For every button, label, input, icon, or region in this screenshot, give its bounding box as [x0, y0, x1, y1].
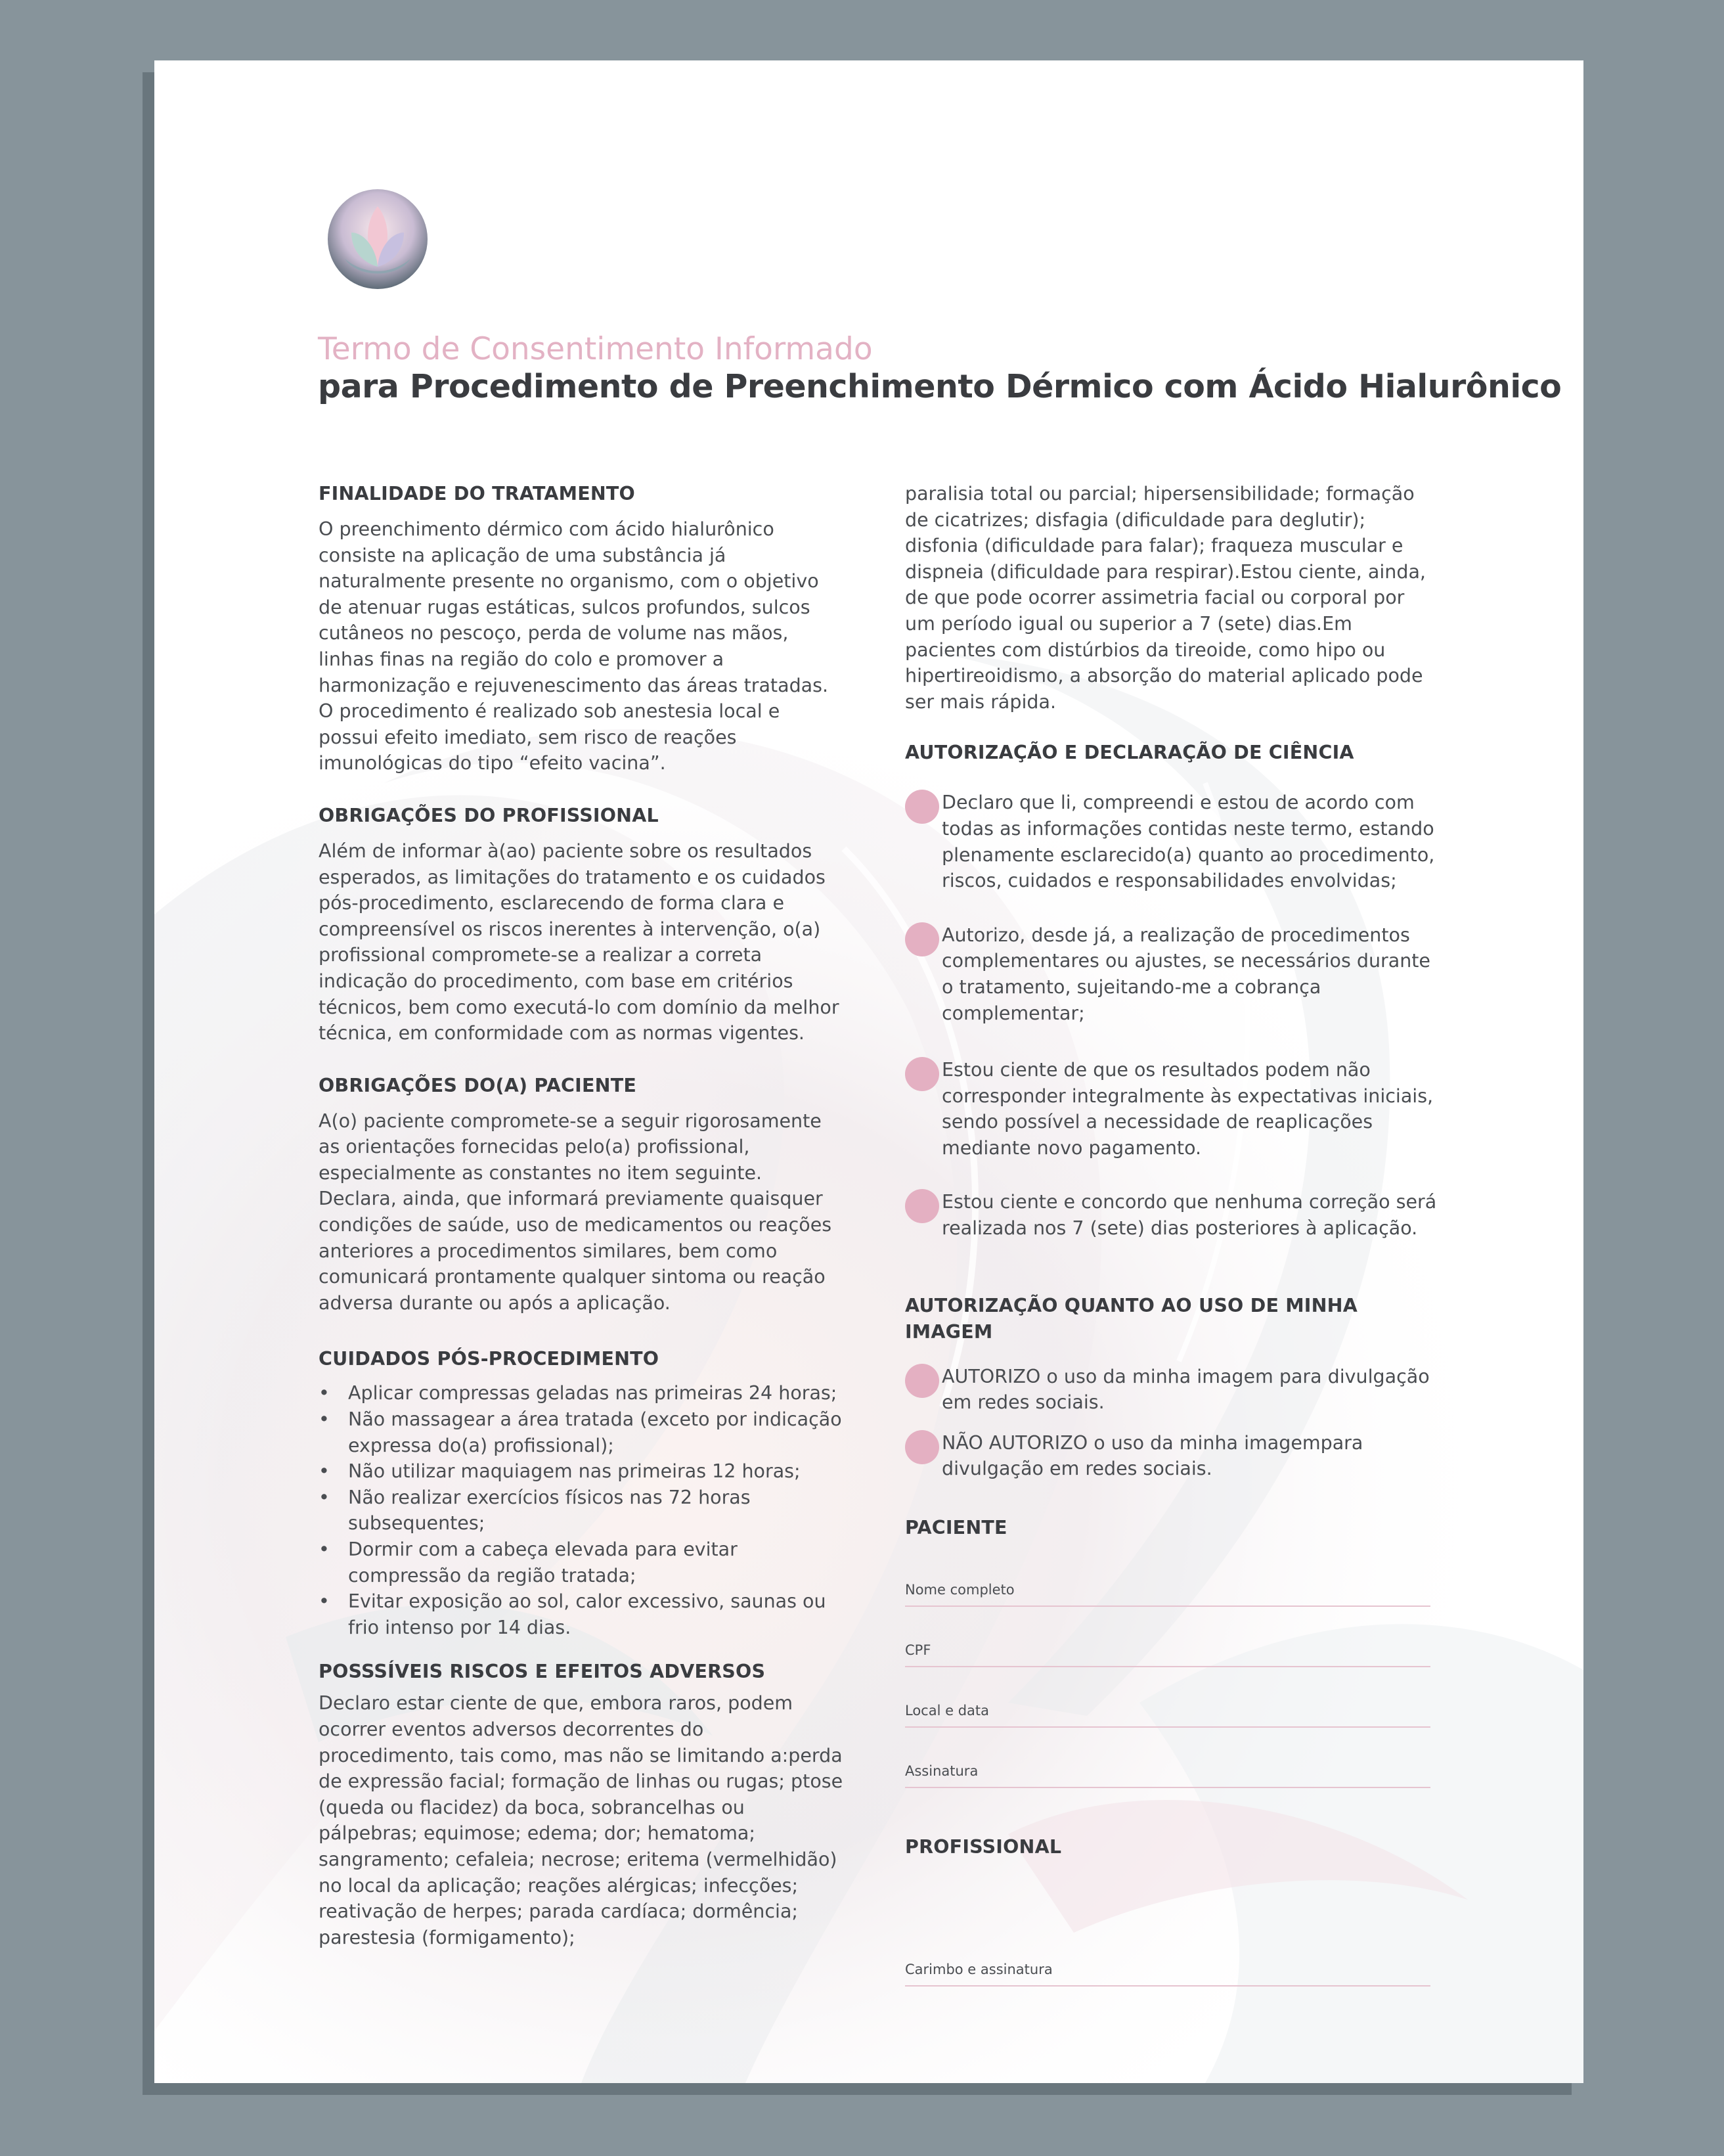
right-column: [905, 481, 1437, 1987]
section-body-obrigacoes-paciente: A(o) paciente compromete-se a seguir rigorosamente as orientações fornecidas pelo(a) profissional, especialmente as constantes no item seguinte. Declara, ainda, que informará previamente quaisquer condições de saúde, uso de medicamentos ou reações anteriores a procedimentos similares, bem como comunicará prontamente qualquer sintoma ou reação adversa durante ou após a aplicação.: [319, 1110, 832, 1314]
list-item: • Aplicar compressas geladas nas primeiras 24 horas;: [319, 1380, 844, 1406]
section-heading-obrigacoes-paciente: OBRIGAÇÕES DO(A) PACIENTE: [319, 1074, 637, 1096]
section-body-riscos-continuacao: paralisia total ou parcial; hipersensibilidade; formação de cicatrizes; disfagia (dificuldade para deglutir); disfonia (dificuldade para falar); fraqueza muscular e dispneia (dificuldade para respirar).Estou ciente, ainda, de que pode ocorrer assimetria facial ou corporal por um período igual ou superior a 7 (sete) dias.Em pacientes com distúrbios da tireoide, como hipo ou hipertireoidismo, a absorção do material aplicado pode ser mais rápida.: [905, 483, 1426, 713]
declaration-item-1: Declaro que li, compreendi e estou de acordo com todas as informações contidas neste termo, estando plenamente esclarecido(a) quanto ao procedimento, riscos, cuidados e responsabilidades envolvidas;: [905, 790, 1437, 893]
declaration-item-2: Autorizo, desde já, a realização de procedimentos complementares ou ajustes, se necessários durante o tratamento, sujeitando-me a cobrança complementar;: [905, 922, 1437, 1026]
list-item: • Não utilizar maquiagem nas primeiras 12 horas;: [319, 1458, 844, 1485]
bullet-icon: •: [319, 1590, 330, 1613]
bullet-icon: •: [319, 1538, 330, 1560]
lotus-flower-logo: [325, 187, 430, 292]
section-heading-profissional: PROFISSIONAL: [905, 1836, 1062, 1858]
section-heading-obrigacoes-profissional: OBRIGAÇÕES DO PROFISSIONAL: [319, 804, 659, 826]
left-column: [319, 481, 844, 1950]
list-item: • Não realizar exercícios físicos nas 72 horas subsequentes;: [319, 1485, 844, 1537]
assinatura-field[interactable]: Assinatura: [905, 1728, 1430, 1788]
declaration-item-4: Estou ciente e concordo que nenhuma correção será realizada nos 7 (sete) dias posteriores à aplicação.: [905, 1189, 1437, 1241]
image-not-authorize-option: NÃO AUTORIZO o uso da minha imagempara divulgação em redes sociais.: [905, 1430, 1437, 1482]
checkbox-circle[interactable]: [905, 922, 939, 956]
bullet-icon: •: [319, 1382, 330, 1404]
checkbox-circle[interactable]: [905, 1364, 939, 1398]
checkbox-circle[interactable]: [905, 790, 939, 824]
checkbox-circle[interactable]: [905, 1189, 939, 1223]
section-heading-imagem: AUTORIZAÇÃO QUANTO AO USO DE MINHA IMAGEM: [905, 1294, 1358, 1343]
list-item: • Não massagear a área tratada (exceto por indicação expressa do(a) profissional);: [319, 1406, 844, 1458]
bullet-icon: •: [319, 1460, 330, 1483]
consent-form-page: [154, 60, 1583, 2083]
section-body-finalidade: O preenchimento dérmico com ácido hialurônico consiste na aplicação de uma substância já naturalmente presente no organismo, com o objetivo de atenuar rugas estáticas, sulcos profundos, sulcos cutâneos no pescoço, perda de volume nas mãos, linhas finas na região do colo e promover a harmonização e rejuvenescimento das áreas tratadas. O procedimento é realizado sob anestesia local e possui efeito imediato, sem risco de reações imunológicas do tipo “efeito vacina”.: [319, 518, 829, 775]
section-body-obrigacoes-profissional: Além de informar à(ao) paciente sobre os resultados esperados, as limitações do tratamento e os cuidados pós-procedimento, esclarecendo de forma clara e compreensível os riscos inerentes à intervenção, o(a) profissional compromete-se a realizar a correta indicação do procedimento, com base em critérios técnicos, bem como executá-lo com domínio da melhor técnica, em conformidade com as normas vigentes.: [319, 840, 839, 1044]
local-data-field[interactable]: Local e data: [905, 1667, 1430, 1728]
carimbo-assinatura-field[interactable]: Carimbo e assinatura: [905, 1860, 1430, 1987]
list-item: • Evitar exposição ao sol, calor excessivo, saunas ou frio intenso por 14 dias.: [319, 1588, 844, 1640]
checkbox-circle[interactable]: [905, 1057, 939, 1091]
bullet-icon: •: [319, 1486, 330, 1508]
document-subtitle: para Procedimento de Preenchimento Dérmico com Ácido Hialurônico: [318, 368, 1562, 405]
bullet-icon: •: [319, 1408, 330, 1431]
nome-completo-field[interactable]: Nome completo: [905, 1546, 1430, 1607]
cpf-field[interactable]: CPF: [905, 1607, 1430, 1667]
section-heading-paciente: PACIENTE: [905, 1517, 1007, 1539]
section-heading-cuidados: CUIDADOS PÓS-PROCEDIMENTO: [319, 1348, 659, 1370]
cuidados-list: [319, 1380, 844, 1640]
section-heading-autorizacao: AUTORIZAÇÃO E DECLARAÇÃO DE CIÊNCIA: [905, 742, 1354, 764]
list-item: • Dormir com a cabeça elevada para evitar compressão da região tratada;: [319, 1537, 844, 1588]
section-heading-riscos: POSSSÍVEIS RISCOS E EFEITOS ADVERSOS: [319, 1661, 766, 1683]
image-authorize-option: AUTORIZO o uso da minha imagem para divulgação em redes sociais.: [905, 1364, 1437, 1416]
declaration-item-3: Estou ciente de que os resultados podem não corresponder integralmente às expectativas iniciais, sendo possível a necessidade de reaplicações mediante novo pagamento.: [905, 1057, 1437, 1161]
document-title: Termo de Consentimento Informado: [318, 331, 873, 367]
section-body-riscos: Declaro estar ciente de que, embora raros, podem ocorrer eventos adversos decorrentes do procedimento, tais como, mas não se limitando a:perda de expressão facial; formação de linhas ou rugas; ptose (queda ou flacidez) da boca, sobrancelhas ou pálpebras; equimose; edema; dor; hematoma; sangramento; cefaleia; necrose; eritema (vermelhidão) no local da aplicação; reações alérgicas; infecções; reativação de herpes; parada cardíaca; dormência; parestesia (formigamento);: [319, 1692, 843, 1948]
section-heading-finalidade: FINALIDADE DO TRATAMENTO: [319, 483, 635, 505]
checkbox-circle[interactable]: [905, 1430, 939, 1464]
